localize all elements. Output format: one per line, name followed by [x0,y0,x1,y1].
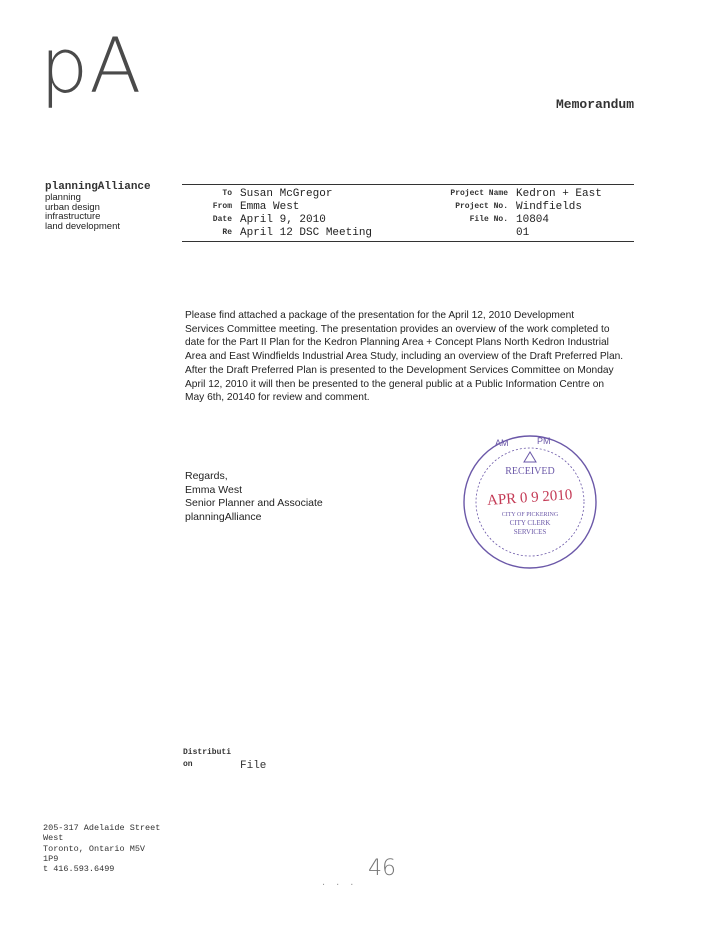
body-line: After the Draft Preferred Plan is presented to the Development Services Committee on Monday [185,364,614,376]
file-no-value-cont: 01 [516,226,530,239]
date-value: April 9, 2010 [240,213,326,226]
to-label: To [222,189,232,198]
header-top-rule [182,184,634,185]
stamp-received: RECEIVED [505,466,555,477]
logo-mark: pA [40,21,143,110]
signer-company: planningAlliance [185,511,262,524]
body-line: Services Committee meeting. The presentation provides an overview of the work completed to [185,323,610,335]
address-line: 1P9 [43,853,59,864]
firm-service: land development [45,220,120,232]
signer-title: Senior Planner and Associate [185,497,323,510]
distribution [183,748,266,772]
firm-block [45,182,151,231]
body-line: Area and East Windfields Industrial Area Study, including an overview of the Draft Preferred Plan. [185,351,624,363]
header-bottom-rule [182,241,634,242]
file-no-value: 10804 [516,213,550,226]
body-line: Please find attached a package of the presentation for the April 12, 2010 Development [185,310,575,321]
received-stamp [455,432,605,572]
date-label: Date [212,215,232,224]
distribution-value: File [240,760,267,772]
stamp-am: AM [495,438,509,448]
project-name-value: Kedron + East [516,187,602,200]
firm-name: planningAlliance [45,181,151,193]
from-value: Emma West [240,200,300,213]
signature-block [185,470,323,525]
file-no-label: File No. [469,215,508,224]
stamp-office-3: SERVICES [513,528,547,536]
page-number: 46 [368,856,396,881]
signer-name: Emma West [185,483,242,496]
firm-address [43,823,160,874]
project-name-label: Project Name [450,189,508,198]
memo-header [182,187,634,239]
stamp-date: APR 0 9 2010 [486,487,573,509]
stamp-office-1: CITY OF PICKERING [501,512,559,518]
re-label: Re [222,228,232,237]
body-line: date for the Part II Plan for the Kedron Planning Area + Concept Plans North Kedron Industrial [185,337,609,349]
firm-service: infrastructure [45,211,101,222]
from-label: From [212,202,232,211]
project-no-label: Project No. [455,202,508,211]
address-line: Toronto, Ontario M5V [43,843,146,854]
address-line: West [43,833,64,844]
page-number-dots: . . . [322,876,358,888]
stamp-office-2: CITY CLERK [509,519,551,527]
stamp-pm: PM [537,436,551,446]
firm-service: planning [45,192,81,203]
memo-body [185,309,635,405]
to-value: Susan McGregor [240,187,333,200]
body-line: May 6th, 20140 for review and comment. [185,392,370,404]
address-line: t 416.593.6499 [43,864,115,875]
distribution-label: Distributi [183,748,232,757]
closing: Regards, [185,470,228,482]
body-line: April 12, 2010 it will then be presented to the general public at a Public Information Centre on [185,378,605,390]
address-line: 205-317 Adelaide Street [43,823,161,833]
distribution-label-cont: on [183,760,193,769]
document-type: Memorandum [555,97,634,112]
re-value: April 12 DSC Meeting [240,226,373,239]
firm-service: urban design [45,201,100,213]
project-name-value-cont: Windfields [516,200,583,213]
